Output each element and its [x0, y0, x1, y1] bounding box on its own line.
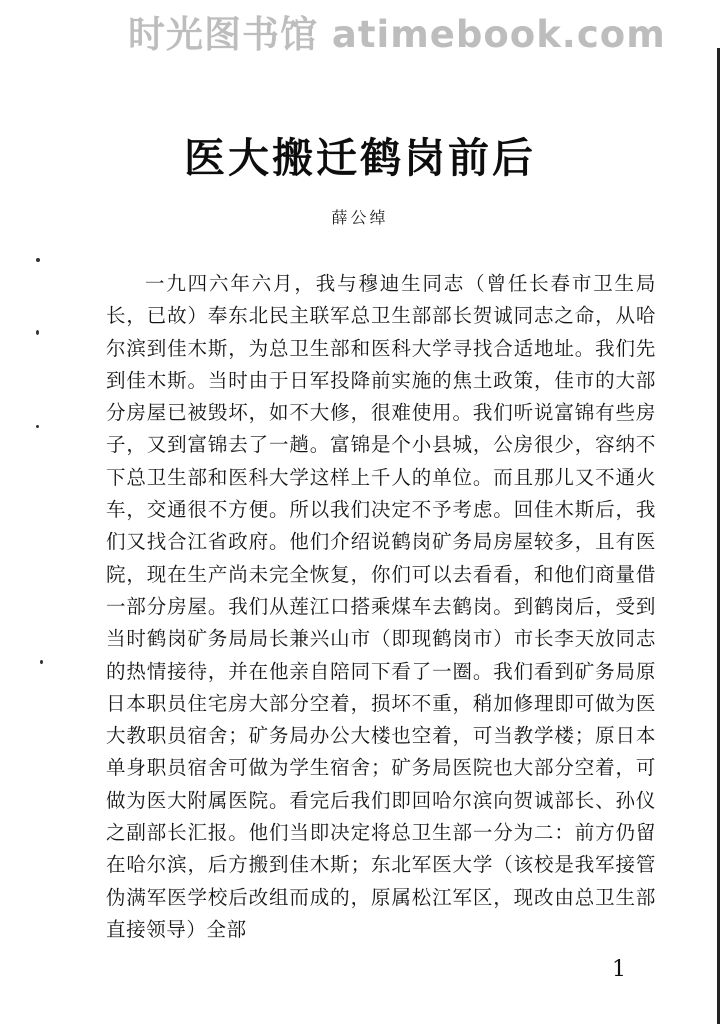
watermark: 时光图书馆 atimebook.com: [128, 13, 666, 56]
scan-speck: [36, 258, 40, 262]
scan-speck: [36, 425, 39, 428]
scan-speck: [36, 330, 39, 335]
scan-speck: [40, 660, 43, 664]
article-title: 医大搬迁鹤岗前后: [184, 134, 536, 182]
author-name: 薛公绰: [331, 208, 389, 227]
page-number: 1: [612, 957, 626, 982]
body-paragraph: 一九四六年六月，我与穆迪生同志（曾任长春市卫生局长，已故）奉东北民主联军总卫生部部长贺诚同志之命，从哈尔滨到佳木斯，为总卫生部和医科大学寻找合适地址。我们先到佳木斯。当时由于日军投降前实施的焦土政策，佳市的大部分房屋已被毁坏，如不大修，很难使用。我们听说富锦有些房子，又到富锦去了一趟。富锦是个小县城，公房很少，容纳不下总卫生部和医科大学这样上千人的单位。而且那儿又不通火车，交通很不方便。所以我们决定不予考虑。回佳木斯后，我们又找合江省政府。他们介绍说鹤岗矿务局房屋较多，且有医院，现在生产尚未完全恢复，你们可以去看看，和他们商量借一部分房屋。我们从莲江口搭乘煤车去鹤岗。到鹤岗后，受到当时鹤岗矿务局局长兼兴山市（即现鹤岗市）市长李天放同志的热情接待，并在他亲自陪同下看了一圈。我们看到矿务局原日本职员住宅房大部分空着，损坏不重，稍加修理即可做为医大教职员宿舍；矿务局办公大楼也空着，可当教学楼；原日本单身职员宿舍可做为学生宿舍；矿务局医院也大部分空着，可做为医大附属医院。看完后我们即回哈尔滨向贺诚部长、孙仪之副部长汇报。他们当即决定将总卫生部一分为二：前方仍留在哈尔滨，后方搬到佳木斯；东北军医大学（该校是我军接管伪满军医学校后改组而成的，原属松江军区，现改由总卫生部直接领导）全部: [106, 272, 656, 941]
